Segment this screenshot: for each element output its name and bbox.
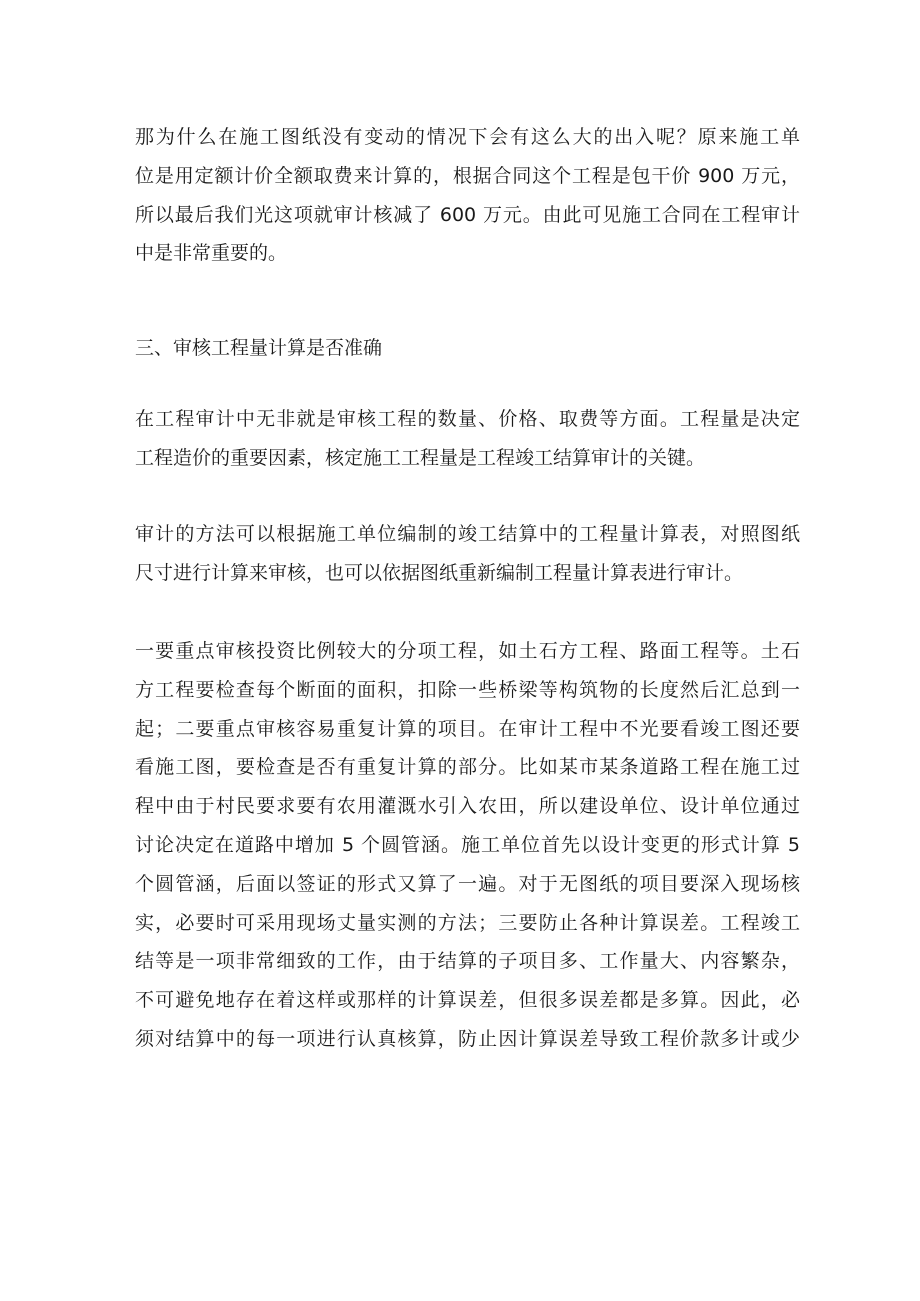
paragraph-2 bbox=[135, 400, 800, 478]
text-line: 中是非常重要的。 bbox=[135, 242, 288, 265]
text-line: 讨论决定在道路中增加 5 个圆管涵。施工单位首先以设计变更的形式计算 5 bbox=[135, 833, 800, 856]
paragraph-3 bbox=[135, 515, 800, 593]
paragraph-1 bbox=[135, 118, 800, 273]
text-line: 程中由于村民要求要有农用灌溉水引入农田，所以建设单位、设计单位通过 bbox=[135, 795, 800, 818]
text-line: 看施工图，要检查是否有重复计算的部分。比如某市某条道路工程在施工过 bbox=[135, 756, 800, 779]
heading-text: 三、审核工程量计算是否准确 bbox=[135, 337, 383, 359]
text-line: 那为什么在施工图纸没有变动的情况下会有这么大的出入呢？原来施工单 bbox=[135, 126, 800, 148]
section-heading bbox=[135, 329, 800, 368]
text-line: 所以最后我们光这项就审计核减了 600 万元。由此可见施工合同在工程审计 bbox=[135, 203, 800, 226]
paragraph-4 bbox=[135, 632, 800, 1059]
text-line: 尺寸进行计算来审核，也可以依据图纸重新编制工程量计算表进行审计。 bbox=[135, 561, 744, 584]
text-line: 个圆管涵，后面以签证的形式又算了一遍。对于无图纸的项目要深入现场核 bbox=[135, 872, 800, 895]
text-line: 方工程要检查每个断面的面积，扣除一些桥梁等构筑物的长度然后汇总到一 bbox=[135, 678, 800, 701]
text-line: 须对结算中的每一项进行认真核算，防止因计算误差导致工程价款多计或少 bbox=[135, 1027, 800, 1050]
text-line: 起；二要重点审核容易重复计算的项目。在审计工程中不光要看竣工图还要 bbox=[135, 717, 800, 740]
text-line: 在工程审计中无非就是审核工程的数量、价格、取费等方面。工程量是决定 bbox=[135, 408, 800, 430]
text-line: 一要重点审核投资比例较大的分项工程，如土石方工程、路面工程等。土石 bbox=[135, 640, 800, 662]
text-line: 审计的方法可以根据施工单位编制的竣工结算中的工程量计算表，对照图纸 bbox=[135, 523, 800, 545]
text-line: 实，必要时可采用现场丈量实测的方法；三要防止各种计算误差。工程竣工 bbox=[135, 911, 800, 934]
text-line: 结等是一项非常细致的工作，由于结算的子项目多、工作量大、内容繁杂， bbox=[135, 950, 800, 973]
text-line: 不可避免地存在着这样或那样的计算误差，但很多误差都是多算。因此，必 bbox=[135, 989, 800, 1012]
text-line: 工程造价的重要因素，核定施工工程量是工程竣工结算审计的关键。 bbox=[135, 446, 706, 469]
text-line: 位是用定额计价全额取费来计算的，根据合同这个工程是包干价 900 万元， bbox=[135, 164, 800, 187]
